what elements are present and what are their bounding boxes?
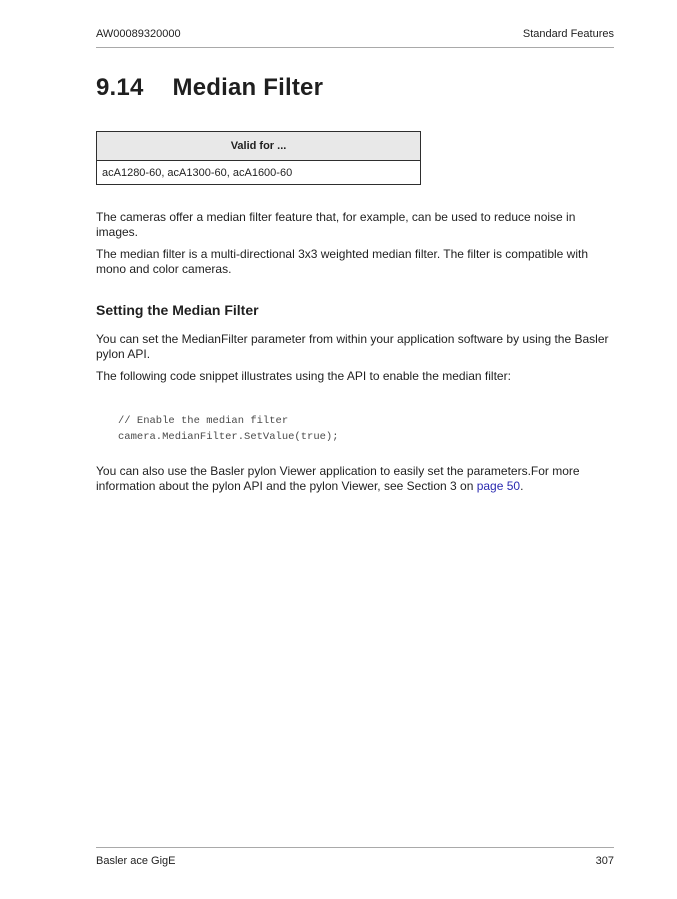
footer-doc-title: Basler ace GigE (96, 855, 176, 867)
running-header (96, 0, 614, 48)
code-snippet (96, 413, 614, 445)
paragraph-text-before-link: You can also use the Basler pylon Viewer application to easily set the parameters.For more information about the pylon API and the pylon Viewer, see Section 3 on (96, 464, 580, 493)
running-footer (96, 847, 614, 868)
code-line-1: // Enable the median filter (118, 415, 289, 427)
setting-paragraph-2: The following code snippet illustrates using the API to enable the median filter: (96, 369, 511, 383)
footer-page-number: 307 (595, 855, 614, 867)
header-chapter: Standard Features (522, 28, 614, 40)
intro-paragraph-2: The median filter is a multi-directional 3x3 weighted median filter. The filter is compatible with mono and color cameras. (96, 247, 588, 276)
paragraph-text-after-link: . (520, 479, 524, 493)
setting-paragraph-3 (96, 464, 614, 494)
header-doc-id: AW00089320000 (96, 28, 181, 40)
subsection-heading: Setting the Median Filter (96, 302, 259, 318)
section-number: 9.14 (96, 74, 144, 101)
section-title: Median Filter (172, 74, 324, 101)
intro-paragraph-1: The cameras offer a median filter feature that, for example, can be used to reduce noise in images. (96, 210, 576, 239)
setting-paragraph-1: You can set the MedianFilter parameter from within your application software by using the Basler pylon API. (96, 332, 609, 361)
code-line-2: camera.MedianFilter.SetValue(true); (118, 431, 339, 443)
valid-for-table-models: acA1280-60, acA1300-60, acA1600-60 (97, 161, 421, 185)
page-50-link[interactable]: page 50 (476, 479, 521, 493)
valid-for-table-header: Valid for ... (97, 132, 421, 161)
table-row (97, 161, 421, 185)
valid-for-table (96, 131, 421, 185)
section-heading (96, 75, 614, 101)
